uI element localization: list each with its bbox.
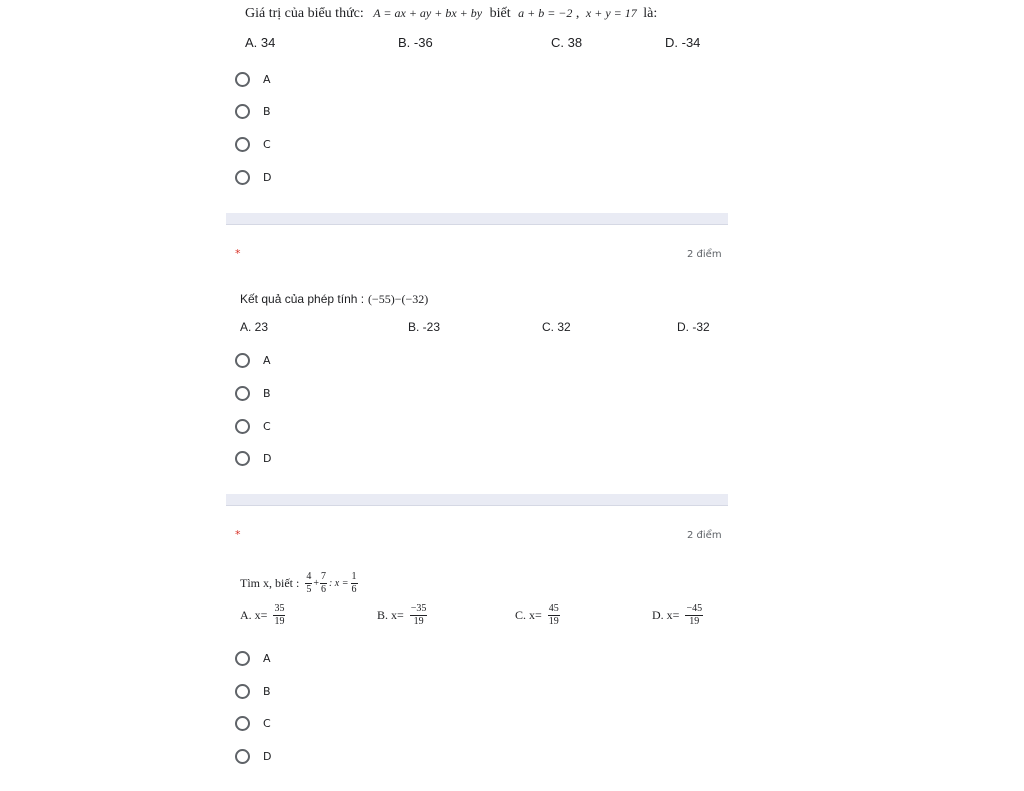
q1-option-label-a: A xyxy=(263,72,271,86)
q3-fraction-2 xyxy=(320,572,327,595)
q3-fraction-3 xyxy=(351,572,358,595)
q1-option-label-d: D xyxy=(263,170,272,184)
q2-question-text xyxy=(240,292,428,307)
section-divider xyxy=(226,494,728,506)
q1-choice-d: D. -34 xyxy=(665,35,701,50)
q1-radio-option-d[interactable] xyxy=(235,167,271,187)
fraction-numerator: 7 xyxy=(320,571,326,582)
q2-radio-option-d[interactable] xyxy=(235,448,271,468)
q3-option-label-d: D xyxy=(263,749,272,763)
radio-circle-icon[interactable] xyxy=(235,716,250,731)
radio-circle-icon[interactable] xyxy=(235,451,250,466)
q3-points: 2 điểm xyxy=(687,530,722,541)
fraction-denominator: 5 xyxy=(306,584,312,595)
q3-choice-c-fraction xyxy=(548,604,560,627)
radio-circle-icon[interactable] xyxy=(235,651,250,666)
fraction-denominator: 19 xyxy=(413,616,424,627)
q3-radio-option-b[interactable] xyxy=(235,681,271,701)
q3-operator-divide-x: : x = xyxy=(328,578,349,589)
q1-question-text xyxy=(245,6,657,22)
q1-choice-c: C. 38 xyxy=(551,35,583,50)
radio-circle-icon[interactable] xyxy=(235,684,250,699)
fraction-numerator: 4 xyxy=(306,571,312,582)
q3-choice-d-fraction xyxy=(685,604,703,627)
q3-choice-a xyxy=(240,604,286,627)
q1-comma: , xyxy=(575,6,580,21)
q1-condition-2: x + y = 17 xyxy=(585,6,637,20)
section-divider xyxy=(226,213,728,225)
q2-option-label-c: C xyxy=(263,419,271,433)
q2-prefix: Kết quả của phép tính : xyxy=(240,292,365,306)
q1-radio-option-c[interactable] xyxy=(235,134,271,154)
q3-choice-c xyxy=(515,604,561,627)
q2-choice-c: C. 32 xyxy=(542,320,571,334)
radio-circle-icon[interactable] xyxy=(235,386,250,401)
q3-option-label-c: C xyxy=(263,716,271,730)
radio-circle-icon[interactable] xyxy=(235,170,250,185)
q1-radio-option-a[interactable] xyxy=(235,69,271,89)
q1-option-label-b: B xyxy=(263,104,271,118)
q3-radio-option-c[interactable] xyxy=(235,713,271,733)
q3-fraction-1 xyxy=(305,572,312,595)
radio-circle-icon[interactable] xyxy=(235,353,250,368)
fraction-denominator: 6 xyxy=(351,584,357,595)
q1-prefix: Giá trị của biểu thức: xyxy=(245,6,364,21)
q2-choice-d: D. -32 xyxy=(677,320,710,334)
radio-circle-icon[interactable] xyxy=(235,419,250,434)
required-asterisk: * xyxy=(235,528,241,541)
q1-option-label-c: C xyxy=(263,137,271,151)
q1-radio-option-b[interactable] xyxy=(235,101,271,121)
radio-circle-icon[interactable] xyxy=(235,749,250,764)
q1-choice-b: B. -36 xyxy=(398,35,433,50)
fraction-denominator: 19 xyxy=(274,616,285,627)
q1-choice-a: A. 34 xyxy=(245,35,276,50)
fraction-denominator: 19 xyxy=(689,616,700,627)
radio-circle-icon[interactable] xyxy=(235,104,250,119)
q3-choice-b-label: B. x= xyxy=(377,608,404,622)
q3-choice-d-label: D. x= xyxy=(652,608,680,622)
fraction-denominator: 6 xyxy=(320,584,326,595)
fraction-numerator: −45 xyxy=(686,603,703,614)
q2-option-label-d: D xyxy=(263,451,272,465)
q3-operator-plus: + xyxy=(313,578,319,589)
q3-choice-b xyxy=(377,604,428,627)
q3-choice-a-fraction xyxy=(273,604,285,627)
q3-radio-option-a[interactable] xyxy=(235,648,271,668)
q3-question-text xyxy=(240,572,359,595)
q3-option-label-a: A xyxy=(263,651,271,665)
required-asterisk: * xyxy=(235,247,241,260)
q1-mid-text: biết xyxy=(489,6,511,21)
q3-choice-b-fraction xyxy=(410,604,428,627)
fraction-numerator: 35 xyxy=(274,603,285,614)
fraction-numerator: 45 xyxy=(548,603,559,614)
q3-option-label-b: B xyxy=(263,684,271,698)
radio-circle-icon[interactable] xyxy=(235,72,250,87)
q2-option-label-a: A xyxy=(263,353,271,367)
q3-choice-c-label: C. x= xyxy=(515,608,542,622)
fraction-numerator: 1 xyxy=(351,571,357,582)
q2-radio-option-b[interactable] xyxy=(235,383,271,403)
q3-radio-option-d[interactable] xyxy=(235,746,271,766)
fraction-denominator: 19 xyxy=(548,616,559,627)
q3-prefix: Tìm x, biết : xyxy=(240,576,300,590)
q2-choice-a: A. 23 xyxy=(240,320,269,334)
fraction-numerator: −35 xyxy=(410,603,427,614)
q2-option-label-b: B xyxy=(263,386,271,400)
radio-circle-icon[interactable] xyxy=(235,137,250,152)
q2-radio-option-a[interactable] xyxy=(235,350,271,370)
q1-condition-1: a + b = −2 xyxy=(518,6,573,20)
q2-points: 2 điểm xyxy=(687,249,722,260)
q1-expression: A = ax + ay + bx + by xyxy=(373,6,483,20)
q2-radio-option-c[interactable] xyxy=(235,416,271,436)
q3-choice-a-label: A. x= xyxy=(240,608,268,622)
q1-suffix: là: xyxy=(643,6,658,21)
q2-expression: (−55)−(−32) xyxy=(367,292,429,306)
q2-choice-b: B. -23 xyxy=(408,320,441,334)
q3-choice-d xyxy=(652,604,704,627)
